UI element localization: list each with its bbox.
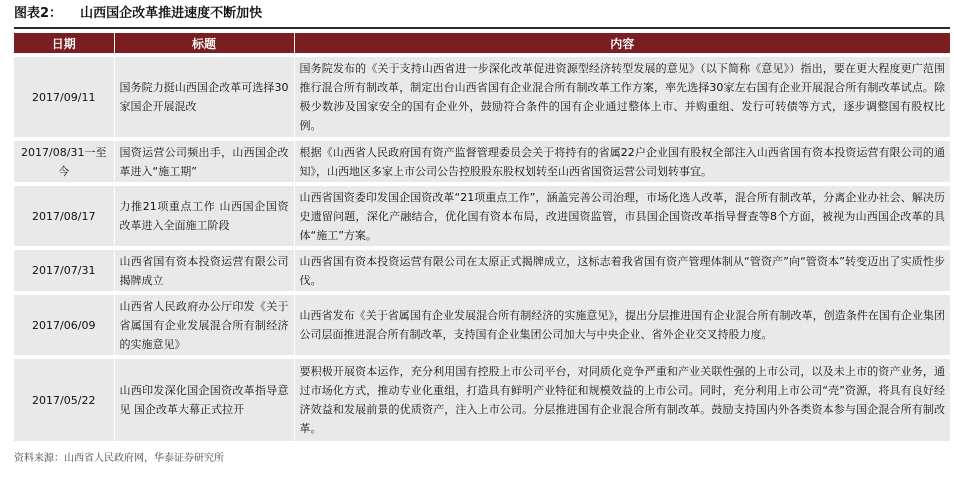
cell-title: 山西印发深化国企国资改革指导意见 国企改革大幕正式拉开 — [114, 357, 294, 441]
table-row — [14, 55, 950, 139]
cell-title: 山西省人民政府办公厅印发《关于省属国有企业发展混合所有制经济的实施意见》 — [114, 293, 294, 357]
cell-content: 山西省国资委印发国企国资改革“21项重点工作”，涵盖完善公司治理，市场化选人改革，混合所有制改革，分离企业办社会、解决历史遗留问题，深化产融结合，优化国有资本布局，改进国资监管，市县国企国资改革指导督查等8个方面，被视为山西国企改革的具体“施工”方案。 — [294, 184, 950, 248]
cell-date: 2017/08/31一至今 — [14, 139, 114, 184]
cell-date: 2017/05/22 — [14, 357, 114, 441]
table-row — [14, 184, 950, 248]
header-content: 内容 — [294, 33, 950, 55]
header-title: 标题 — [114, 33, 294, 55]
cell-date: 2017/07/31 — [14, 248, 114, 293]
figure-caption — [14, 4, 262, 24]
cell-date: 2017/09/11 — [14, 55, 114, 139]
cell-content: 山西省国有资本投资运营有限公司在太原正式揭牌成立，这标志着我省国有资产管理体制从“管资产”向“管资本”转变迈出了实质性步伐。 — [294, 248, 950, 293]
table-row — [14, 357, 950, 441]
table-row — [14, 139, 950, 184]
header-date: 日期 — [14, 33, 114, 55]
title-divider — [14, 27, 950, 29]
cell-content: 国务院发布的《关于支持山西省进一步深化改革促进资源型经济转型发展的意见》（以下简称《意见》）指出，要在更大程度更广范围推行混合所有制改革，制定出台山西省国有企业混合所有制改革工作方案，率先选择30家左右国有企业开展混合所有制改革试点。除极少数涉及国家安全的国有企业外，鼓励符合条件的国有企业通过整体上市、并购重组、发行可转债等方式，逐步调整国有股权比例。 — [294, 55, 950, 139]
cell-date: 2017/06/09 — [14, 293, 114, 357]
table-row — [14, 293, 950, 357]
table-header-row — [14, 33, 950, 55]
cell-title: 山西省国有资本投资运营有限公司揭牌成立 — [114, 248, 294, 293]
reform-timeline-table — [14, 33, 950, 441]
cell-title: 力推21项重点工作 山西国企国资改革进入全面施工阶段 — [114, 184, 294, 248]
cell-date: 2017/08/17 — [14, 184, 114, 248]
cell-content: 山西省发布《关于省属国有企业发展混合所有制经济的实施意见》，提出分层推进国有企业混合所有制改革，创造条件在国有企业集团公司层面推进混合所有制改革，支持国有企业集团公司加大与中央企业、省外企业交叉持股力度。 — [294, 293, 950, 357]
cell-content: 要积极开展资本运作，充分利用国有控股上市公司平台，对同质化竞争严重和产业关联性强的上市公司，以及未上市的资产业务，通过市场化方式，推动专业化重组，打造具有鲜明产业特征和规模效益的上市公司。同时，充分利用上市公司“壳”资源，将具有良好经济效益和发展前景的优质资产，注入上市公司。分层推进国有企业混合所有制改革。鼓励支持国内外各类资本参与国企混合所有制改革。 — [294, 357, 950, 441]
table-row — [14, 248, 950, 293]
cell-title: 国资运营公司频出手，山西国企改革进入“施工期” — [114, 139, 294, 184]
cell-content: 根据《山西省人民政府国有资产监督管理委员会关于将持有的省属22户企业国有股权全部注入山西省国有资本投资运营有限公司的通知》，山西地区多家上市公司公告控股股东股权划转至山西省国资运营公司划转事宜。 — [294, 139, 950, 184]
figure-title: 山西国企改革推进速度不断加快 — [80, 6, 263, 21]
cell-title: 国务院力挺山西国企改革可选择30家国企开展混改 — [114, 55, 294, 139]
source-note: 资料来源：山西省人民政府网，华泰证券研究所 — [14, 453, 224, 464]
figure-label: 图表2： — [14, 6, 63, 21]
